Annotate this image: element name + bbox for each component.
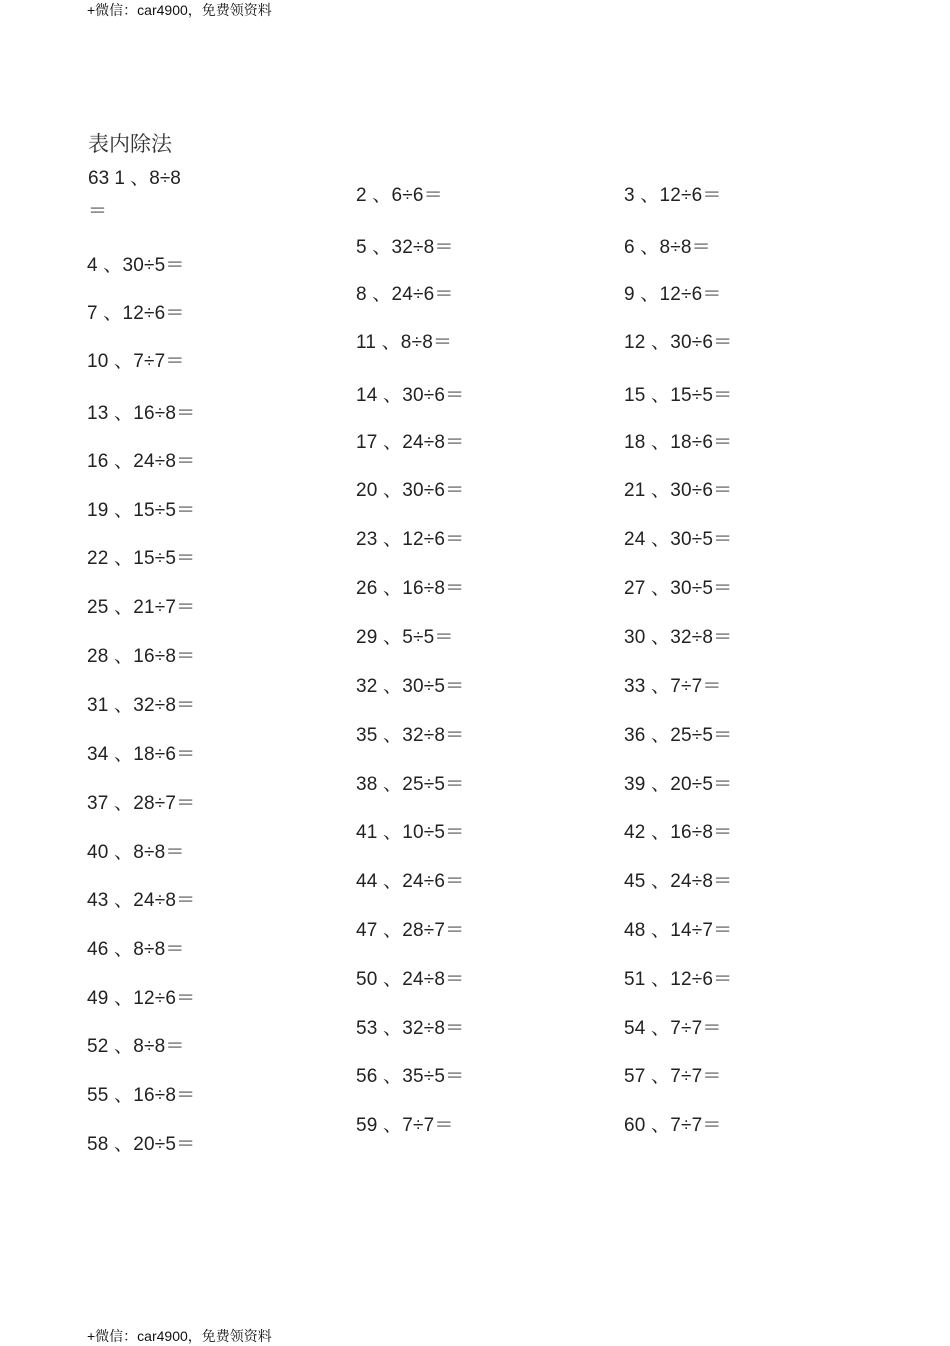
problem-item: 32 、30÷5＝ (356, 676, 465, 697)
problem-item: 37 、28÷7＝ (87, 793, 196, 814)
problem-item: 2 、6÷6＝ (356, 185, 443, 206)
problem-item: 4 、30÷5＝ (87, 255, 185, 276)
problem-item: 30 、32÷8＝ (624, 627, 733, 648)
problem-item: 14 、30÷6＝ (356, 385, 465, 406)
problem-item: 59 、7÷7＝ (356, 1115, 454, 1136)
problem-item: 50 、24÷8＝ (356, 969, 465, 990)
problem-item: 39 、20÷5＝ (624, 774, 733, 795)
problem-item: 36 、25÷5＝ (624, 725, 733, 746)
problem-item: 29 、5÷5＝ (356, 627, 454, 648)
problem-item: 15 、15÷5＝ (624, 385, 733, 406)
watermark-top: +微信：car4900，免费领资料 (87, 2, 272, 18)
worksheet-title: 表内除法 (88, 132, 172, 156)
problem-item: 54 、7÷7＝ (624, 1018, 722, 1039)
problem-item: 22 、15÷5＝ (87, 548, 196, 569)
problem-item: 40 、8÷8＝ (87, 842, 185, 863)
problem-item: 20 、30÷6＝ (356, 480, 465, 501)
problem-item: 9 、12÷6＝ (624, 284, 722, 305)
problem-item: 44 、24÷6＝ (356, 871, 465, 892)
problem-item: 16 、24÷8＝ (87, 451, 196, 472)
problem-item: 49 、12÷6＝ (87, 988, 196, 1009)
problem-item: 53 、32÷8＝ (356, 1018, 465, 1039)
problem-item: 6 、8÷8＝ (624, 237, 711, 258)
problem-item: 13 、16÷8＝ (87, 403, 196, 424)
problem-item: 19 、15÷5＝ (87, 500, 196, 521)
problem-item: 25 、21÷7＝ (87, 597, 196, 618)
problem-item: 12 、30÷6＝ (624, 332, 733, 353)
problem-item: 31 、32÷8＝ (87, 695, 196, 716)
problem-item: 34 、18÷6＝ (87, 744, 196, 765)
problem-item: 57 、7÷7＝ (624, 1066, 722, 1087)
watermark-bottom: +微信：car4900，免费领资料 (87, 1328, 272, 1344)
problem-item: 27 、30÷5＝ (624, 578, 733, 599)
problem-item (88, 162, 218, 228)
problem-item: 51 、12÷6＝ (624, 969, 733, 990)
problem-equals: ＝ (88, 201, 108, 222)
problem-item: 45 、24÷8＝ (624, 871, 733, 892)
problem-text: 63 1 、8÷8 (88, 168, 181, 189)
problem-item: 41 、10÷5＝ (356, 822, 465, 843)
problem-item: 24 、30÷5＝ (624, 529, 733, 550)
problem-item: 42 、16÷8＝ (624, 822, 733, 843)
problem-item: 18 、18÷6＝ (624, 432, 733, 453)
problem-item: 55 、16÷8＝ (87, 1085, 196, 1106)
problem-item: 47 、28÷7＝ (356, 920, 465, 941)
problem-item: 38 、25÷5＝ (356, 774, 465, 795)
problem-item: 58 、20÷5＝ (87, 1134, 196, 1155)
problem-item: 28 、16÷8＝ (87, 646, 196, 667)
problem-item: 33 、7÷7＝ (624, 676, 722, 697)
problem-item: 46 、8÷8＝ (87, 939, 185, 960)
problem-item: 8 、24÷6＝ (356, 284, 454, 305)
problem-item: 26 、16÷8＝ (356, 578, 465, 599)
problem-item: 43 、24÷8＝ (87, 890, 196, 911)
problem-item: 23 、12÷6＝ (356, 529, 465, 550)
problem-item: 60 、7÷7＝ (624, 1115, 722, 1136)
problem-item: 7 、12÷6＝ (87, 303, 185, 324)
problem-item: 3 、12÷6＝ (624, 185, 722, 206)
problem-item: 56 、35÷5＝ (356, 1066, 465, 1087)
problem-item: 10 、7÷7＝ (87, 351, 185, 372)
problem-item: 52 、8÷8＝ (87, 1036, 185, 1057)
problem-item: 5 、32÷8＝ (356, 237, 454, 258)
problem-item: 48 、14÷7＝ (624, 920, 733, 941)
problem-item: 11 、8÷8＝ (356, 332, 453, 353)
problem-item: 17 、24÷8＝ (356, 432, 465, 453)
problem-item: 35 、32÷8＝ (356, 725, 465, 746)
problem-item: 21 、30÷6＝ (624, 480, 733, 501)
